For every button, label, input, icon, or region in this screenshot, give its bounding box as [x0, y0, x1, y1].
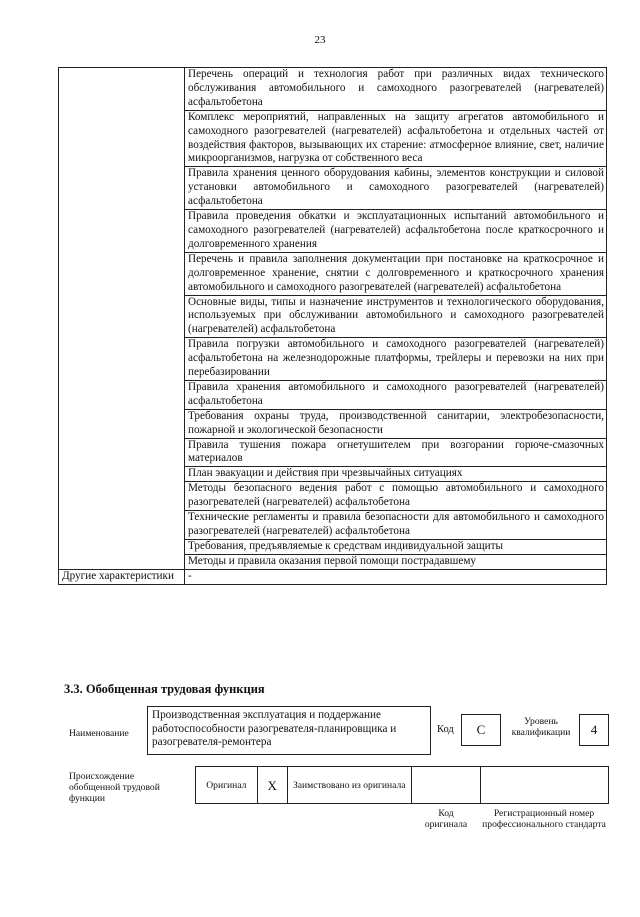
origin-borrowed-cell: [287, 766, 412, 804]
table-row: [59, 68, 607, 111]
other-characteristics-value: -: [185, 569, 607, 584]
knowledge-item: Перечень и правила заполнения документации при постановке на краткосрочное и долговременное хранение, снятии с долговременного и краткосрочного хранения автомобильного и самоходного разогревателей (нагревателей) асфальтобетона: [185, 252, 607, 295]
knowledge-item: Перечень операций и технология работ при различных видах технического обслуживания автомобильного и самоходного разогревателей (нагревателей) асфальтобетона: [185, 68, 607, 111]
caption-code: Код оригинала: [424, 808, 468, 830]
knowledge-table: [58, 67, 607, 585]
origin-row: [195, 766, 609, 804]
knowledge-item: Требования охраны труда, производственной санитарии, электробезопасности, пожарной и экологической безопасности: [185, 409, 607, 438]
knowledge-item: План эвакуации и действия при чрезвычайных ситуациях: [185, 467, 607, 482]
level-label: Уровень квалификации: [511, 716, 571, 738]
page-number: 23: [314, 34, 326, 46]
level-box: [579, 714, 609, 746]
name-label: Наименование: [69, 728, 129, 739]
knowledge-item: Правила проведения обкатки и эксплуатационных испытаний автомобильного и самоходного разогревателей (нагревателей) асфальтобетона после краткосрочного и долговременного хранения: [185, 210, 607, 253]
code-box: [461, 714, 501, 746]
knowledge-item: Комплекс мероприятий, направленных на защиту агрегатов автомобильного и самоходного разогревателей (нагревателей) асфальтобетона и отдельных частей от воздействия факторов, вызывающих их старение: атмосферное влияние, свет, наличие микроорганизмов, нагрузка от собственного веса: [185, 110, 607, 167]
function-name-value: Производственная эксплуатация и поддержание работоспособности разогревателя-планировщика и разогревателя-ремонтера: [152, 709, 397, 748]
knowledge-item: Основные виды, типы и назначение инструментов и технологического оборудования, используемых при обслуживании автомобильного и самоходного разогревателей (нагревателей) асфальтобетона: [185, 295, 607, 338]
knowledge-item: Правила хранения автомобильного и самоходного разогревателей (нагревателей) асфальтобетона: [185, 380, 607, 409]
origin-code-cell: [411, 766, 481, 804]
knowledge-item: Технические регламенты и правила безопасности для автомобильного и самоходного разогревателей (нагревателей) асфальтобетона: [185, 511, 607, 540]
origin-reg-cell: [480, 766, 609, 804]
knowledge-item: Методы и правила оказания первой помощи пострадавшему: [185, 554, 607, 569]
function-name-box: [147, 706, 431, 755]
knowledge-item: Правила хранения ценного оборудования кабины, элементов конструкции и силовой установки автомобильного и самоходного разогревателей (нагревателей) асфальтобетона: [185, 167, 607, 210]
knowledge-item: Методы безопасного ведения работ с помощью автомобильного и самоходного разогревателей (нагревателей) асфальтобетона: [185, 482, 607, 511]
table-row: [59, 569, 607, 584]
section-heading: 3.3. Обобщенная трудовая функция: [64, 682, 265, 696]
knowledge-item: Правила погрузки автомобильного и самоходного разогревателей (нагревателей) асфальтобетона на железнодорожные платформы, трейлеры и перевозки на них при перебазировании: [185, 338, 607, 381]
level-value: 4: [590, 722, 598, 737]
origin-original-cell: [195, 766, 258, 804]
knowledge-item: Требования, предъявляемые к средствам индивидуальной защиты: [185, 539, 607, 554]
code-value: С: [476, 722, 486, 737]
caption-reg: Регистрационный номер профессионального стандарта: [482, 808, 606, 830]
origin-borrowed-text: Заимствовано из оригинала: [292, 779, 406, 791]
origin-original-text: Оригинал: [206, 779, 247, 791]
required-knowledge-label: [59, 68, 185, 570]
other-characteristics-label: Другие характеристики: [59, 569, 185, 584]
origin-mark-cell: [257, 766, 288, 804]
knowledge-item: Правила тушения пожара огнетушителем при возгорании горюче-смазочных материалов: [185, 438, 607, 467]
origin-label: Происхождение обобщенной трудовой функции: [69, 771, 160, 804]
origin-mark: X: [267, 777, 277, 793]
code-label: Код: [437, 724, 454, 735]
